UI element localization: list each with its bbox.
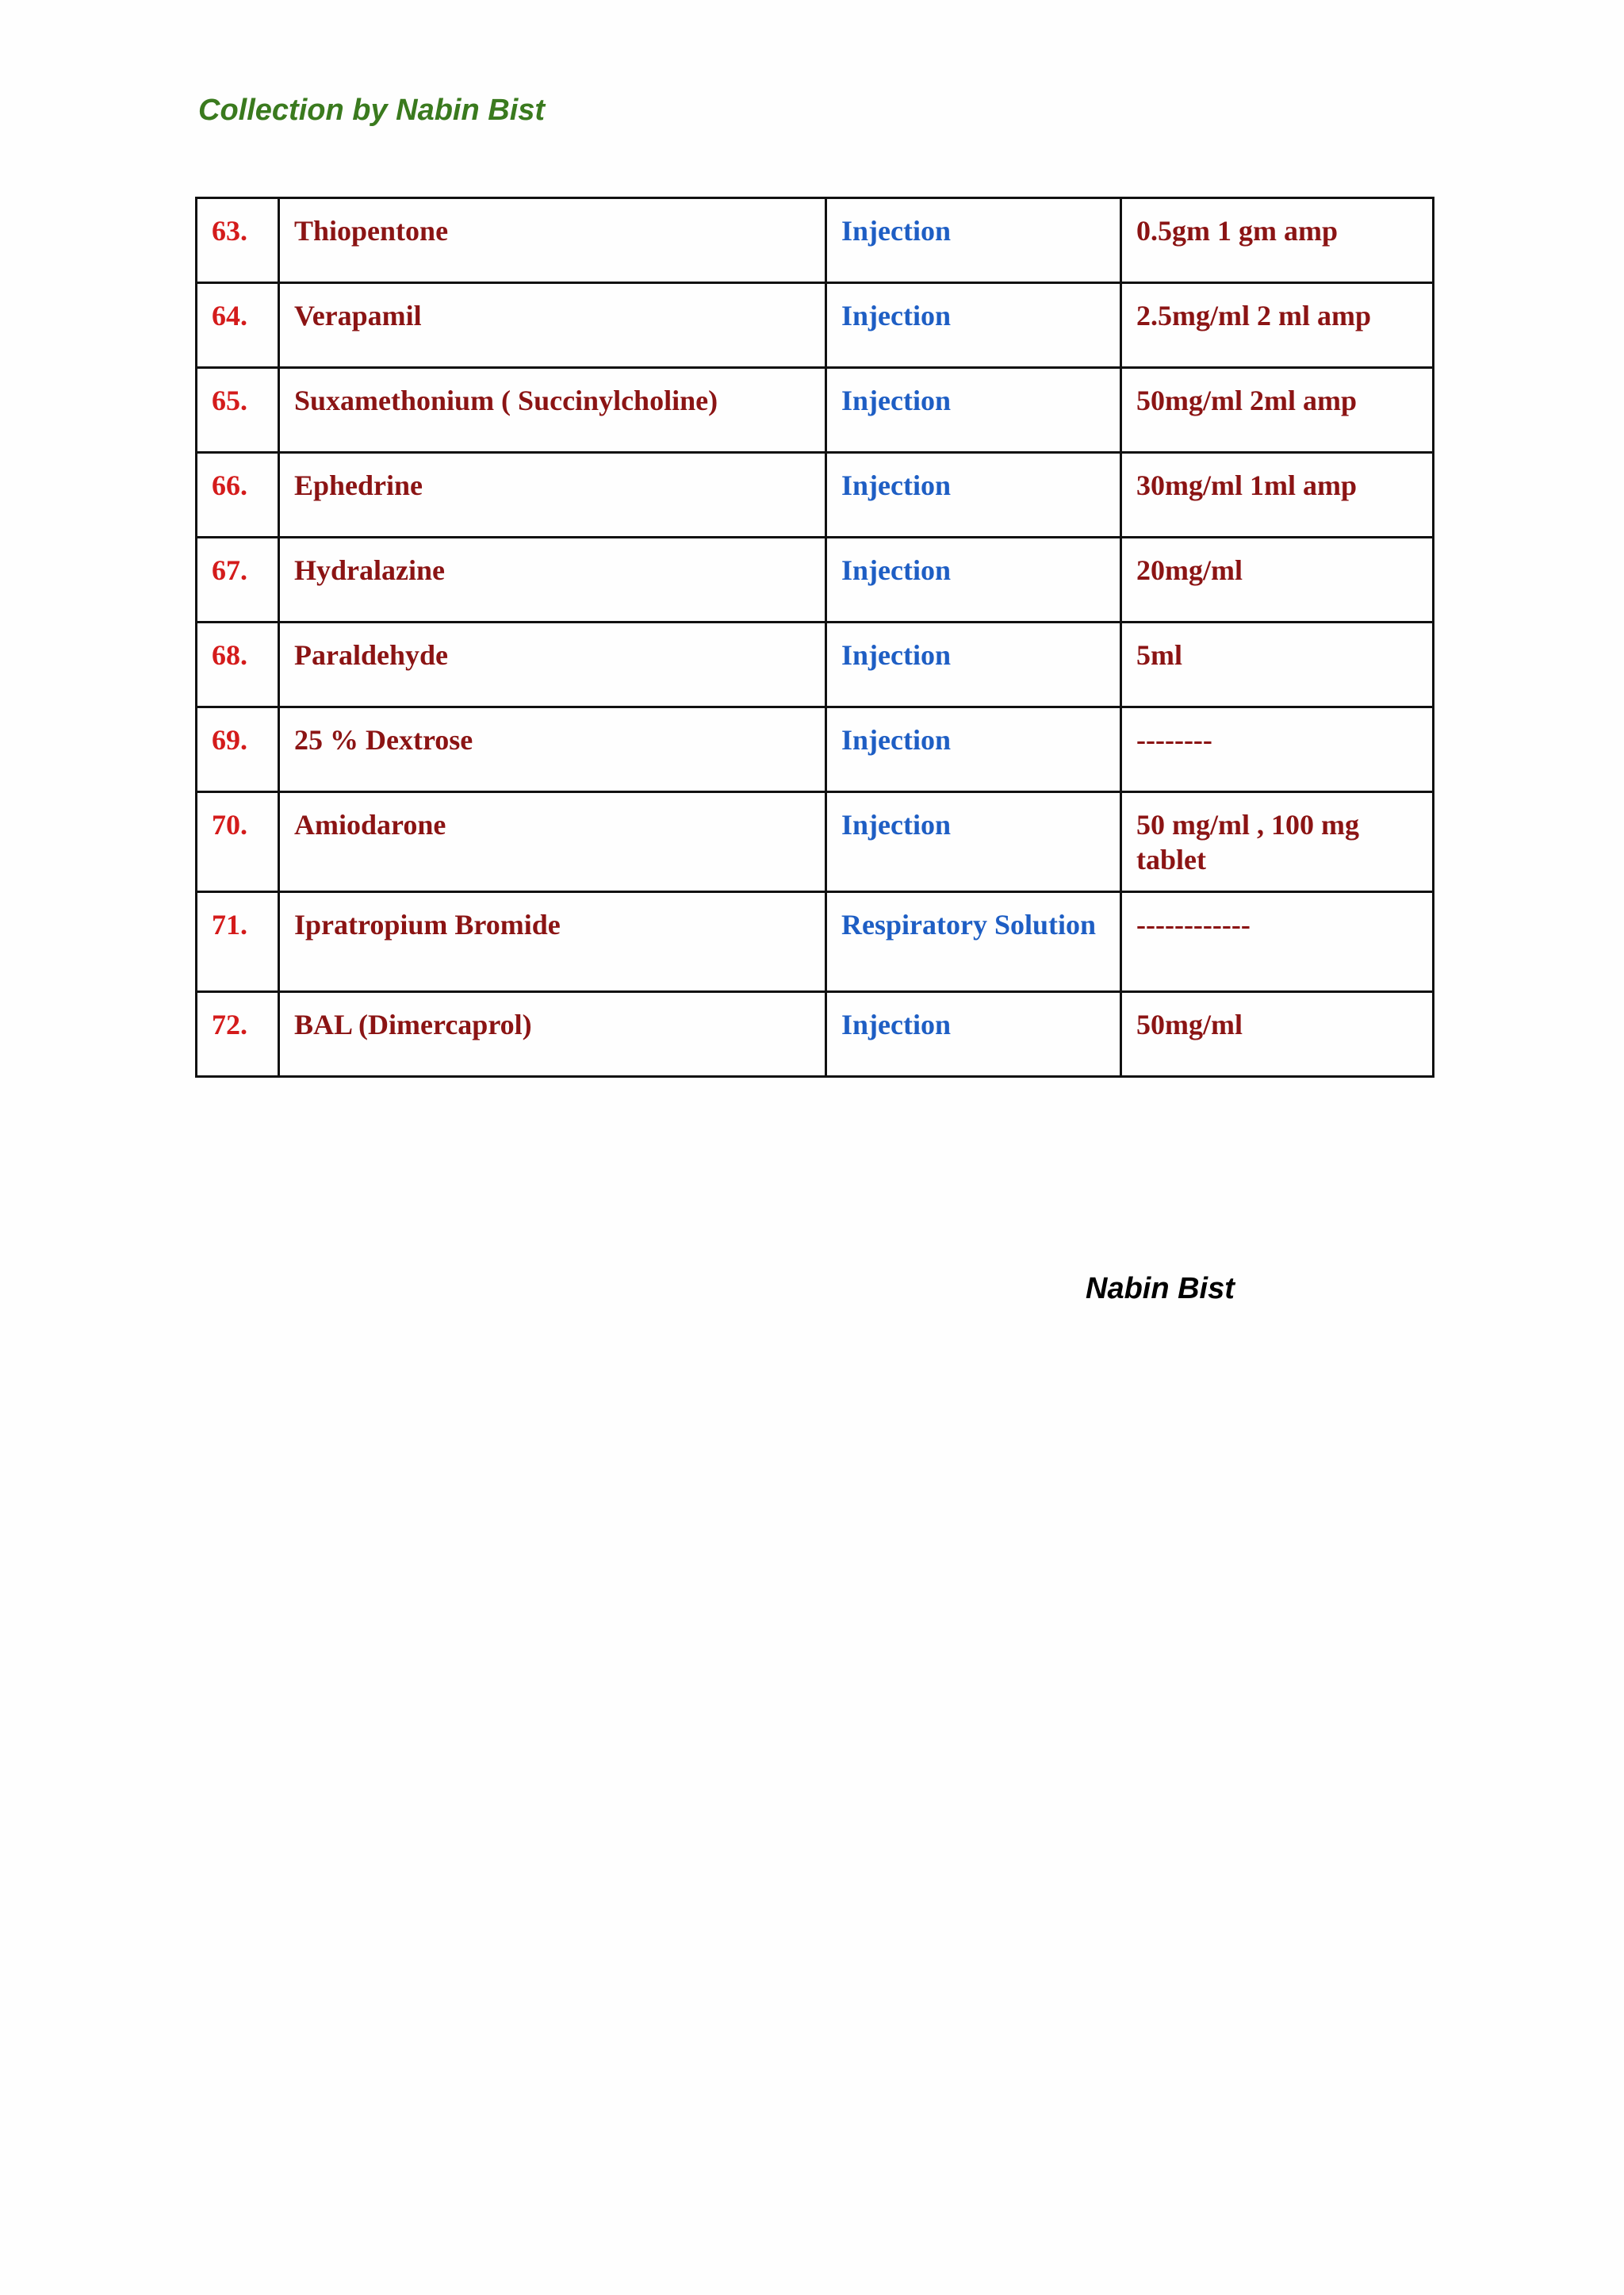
table-row xyxy=(197,792,1434,892)
drug-strength: 30mg/ml 1ml amp xyxy=(1121,453,1434,538)
drug-name: Hydralazine xyxy=(279,538,826,623)
drug-strength: 2.5mg/ml 2 ml amp xyxy=(1121,283,1434,368)
table-row xyxy=(197,368,1434,453)
drug-name: Amiodarone xyxy=(279,792,826,892)
drug-name: Thiopentone xyxy=(279,198,826,283)
drug-form: Injection xyxy=(826,453,1121,538)
table-row xyxy=(197,707,1434,792)
table-row xyxy=(197,992,1434,1077)
row-number: 69. xyxy=(197,707,279,792)
row-number: 65. xyxy=(197,368,279,453)
row-number: 68. xyxy=(197,623,279,707)
signature: Nabin Bist xyxy=(1086,1272,1235,1305)
drug-strength: 5ml xyxy=(1121,623,1434,707)
drug-form: Respiratory Solution xyxy=(826,892,1121,992)
table-row xyxy=(197,538,1434,623)
drug-form: Injection xyxy=(826,538,1121,623)
drug-strength: 0.5gm 1 gm amp xyxy=(1121,198,1434,283)
drug-form: Injection xyxy=(826,283,1121,368)
drug-strength: 20mg/ml xyxy=(1121,538,1434,623)
drug-form: Injection xyxy=(826,368,1121,453)
drug-name: Verapamil xyxy=(279,283,826,368)
drug-strength: 50 mg/ml , 100 mg tablet xyxy=(1121,792,1434,892)
drug-strength: ------------ xyxy=(1121,892,1434,992)
table-row xyxy=(197,283,1434,368)
row-number: 67. xyxy=(197,538,279,623)
drug-strength: 50mg/ml 2ml amp xyxy=(1121,368,1434,453)
row-number: 72. xyxy=(197,992,279,1077)
table-row xyxy=(197,198,1434,283)
drug-form: Injection xyxy=(826,992,1121,1077)
row-number: 64. xyxy=(197,283,279,368)
row-number: 66. xyxy=(197,453,279,538)
page-header: Collection by Nabin Bist xyxy=(198,94,546,127)
table-row xyxy=(197,453,1434,538)
drug-form: Injection xyxy=(826,707,1121,792)
table-row xyxy=(197,892,1434,992)
drug-name: Ephedrine xyxy=(279,453,826,538)
drug-form: Injection xyxy=(826,198,1121,283)
drug-name: Paraldehyde xyxy=(279,623,826,707)
drug-form: Injection xyxy=(826,792,1121,892)
row-number: 70. xyxy=(197,792,279,892)
drug-table xyxy=(195,197,1434,1078)
drug-strength: -------- xyxy=(1121,707,1434,792)
drug-name: Ipratropium Bromide xyxy=(279,892,826,992)
drug-name: 25 % Dextrose xyxy=(279,707,826,792)
drug-name: BAL (Dimercaprol) xyxy=(279,992,826,1077)
drug-strength: 50mg/ml xyxy=(1121,992,1434,1077)
drug-name: Suxamethonium ( Succinylcholine) xyxy=(279,368,826,453)
row-number: 71. xyxy=(197,892,279,992)
row-number: 63. xyxy=(197,198,279,283)
drug-form: Injection xyxy=(826,623,1121,707)
table-row xyxy=(197,623,1434,707)
